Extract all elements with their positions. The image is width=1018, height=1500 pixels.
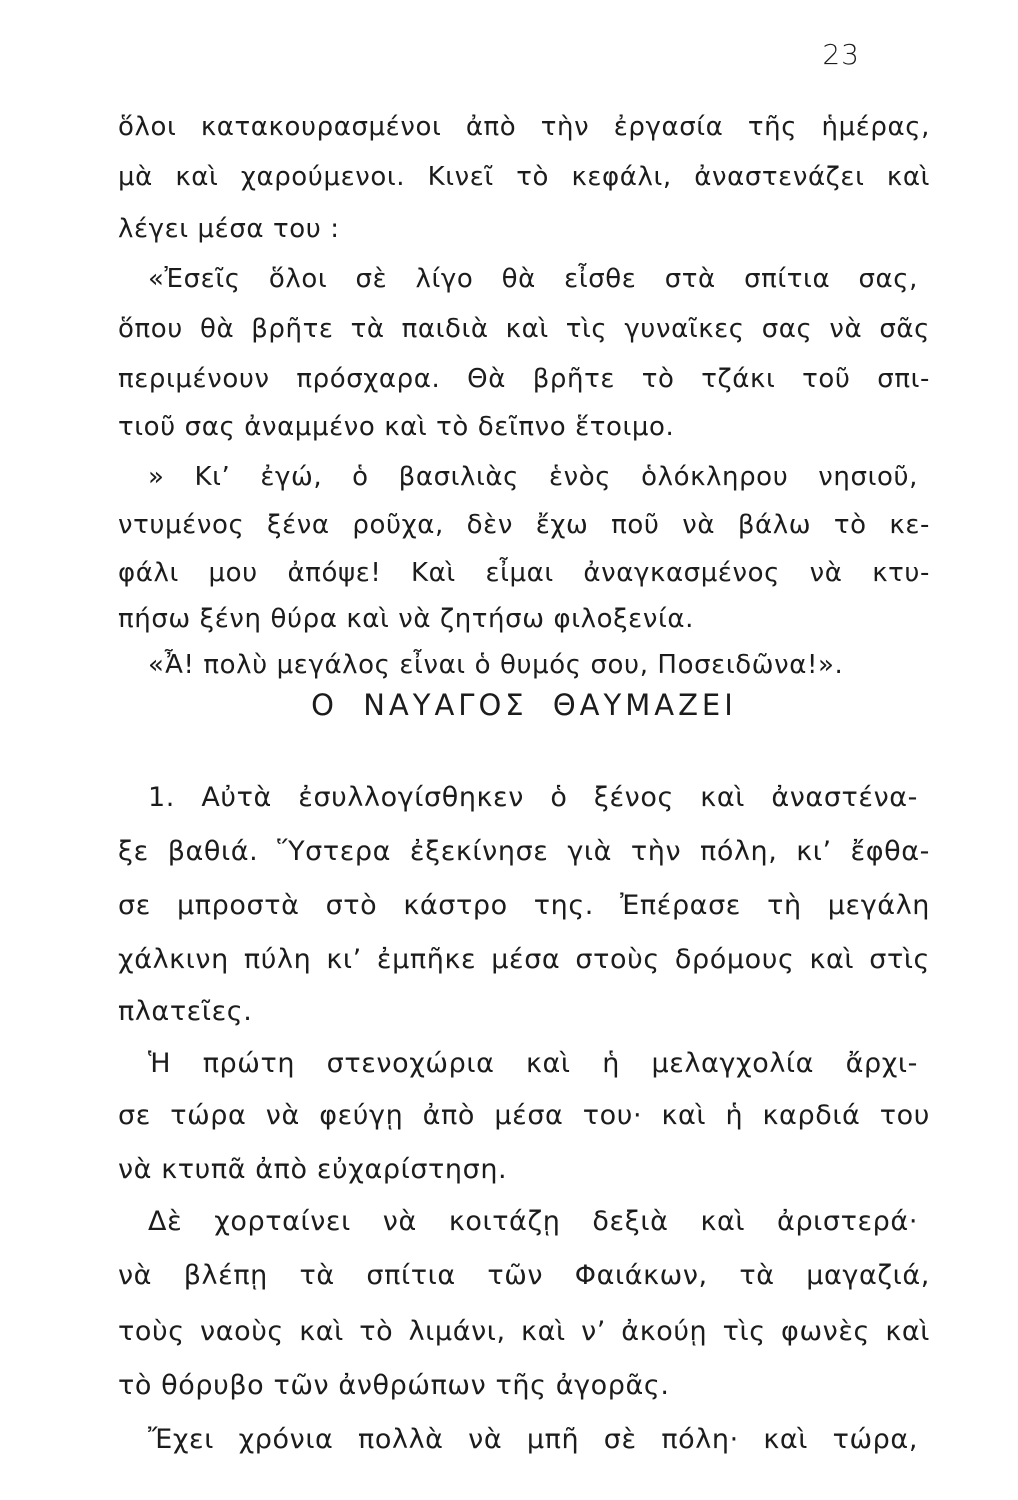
text-line: φάλι μου ἀπόψε! Καὶ εἶμαι ἀναγκασμένος νὰ κτυ- [118,558,930,588]
text-line: νὰ κτυπᾶ ἀπὸ εὐχαρίστηση. [118,1154,508,1185]
text-line: πήσω ξένη θύρα καὶ νὰ ζητήσω φιλοξενία. [118,604,694,634]
text-line: » Κι’ ἐγώ, ὁ βασιλιὰς ἑνὸς ὁλόκληρου νησιοῦ, [148,462,918,492]
text-line: ὅλοι κατακουρασμένοι ἀπὸ τὴν ἐργασία τῆς ἡμέρας, [118,112,930,142]
section-heading: Ο ΝΑΥΑΓΟΣ ΘΑΥΜΑΖΕΙ [311,688,737,722]
text-line: ξε βαθιά. Ὕστερα ἐξεκίνησε γιὰ τὴν πόλη, κι’ ἔφθα- [118,836,930,867]
text-line: σε τώρα νὰ φεύγῃ ἀπὸ μέσα του· καὶ ἡ καρδιά του [118,1100,930,1131]
text-line: ντυμένος ξένα ροῦχα, δὲν ἔχω ποῦ νὰ βάλω τὸ κε- [118,510,930,540]
text-line: Δὲ χορταίνει νὰ κοιτάζῃ δεξιὰ καὶ ἀριστερά· [148,1206,918,1237]
text-line: ὅπου θὰ βρῆτε τὰ παιδιὰ καὶ τὶς γυναῖκες σας νὰ σᾶς [118,314,930,344]
text-line: τοὺς ναοὺς καὶ τὸ λιμάνι, καὶ ν’ ἀκούῃ τὶς φωνὲς καὶ [118,1316,930,1347]
text-line: 1. Αὐτὰ ἐσυλλογίσθηκεν ὁ ξένος καὶ ἀναστένα- [148,782,918,813]
text-line: σε μπροστὰ στὸ κάστρο της. Ἐπέρασε τὴ μεγάλη [118,890,930,921]
text-line: τιοῦ σας ἀναμμένο καὶ τὸ δεῖπνο ἕτοιμο. [118,412,675,442]
text-line: λέγει μέσα του : [118,214,340,244]
text-line: «Ἐσεῖς ὅλοι σὲ λίγο θὰ εἶσθε στὰ σπίτια σας, [148,264,918,294]
page-number: 23 [822,38,860,71]
text-line: «Ἆ! πολὺ μεγάλος εἶναι ὁ θυμός σου, Ποσειδῶνα!». [148,650,844,680]
text-line: πλατεῖες. [118,996,253,1027]
text-line: Ἔχει χρόνια πολλὰ νὰ μπῆ σὲ πόλη· καὶ τώρα, [148,1424,918,1455]
text-line: περιμένουν πρόσχαρα. Θὰ βρῆτε τὸ τζάκι τοῦ σπι- [118,364,930,394]
text-line: χάλκινη πύλη κι’ ἐμπῆκε μέσα στοὺς δρόμους καὶ στὶς [118,944,930,975]
text-line: τὸ θόρυβο τῶν ἀνθρώπων τῆς ἀγορᾶς. [118,1370,670,1401]
text-line: Ἡ πρώτη στενοχώρια καὶ ἡ μελαγχολία ἄρχι- [148,1048,918,1079]
text-line: νὰ βλέπῃ τὰ σπίτια τῶν Φαιάκων, τὰ μαγαζιά, [118,1260,930,1291]
text-line: μὰ καὶ χαρούμενοι. Κινεῖ τὸ κεφάλι, ἀναστενάζει καὶ [118,162,930,192]
